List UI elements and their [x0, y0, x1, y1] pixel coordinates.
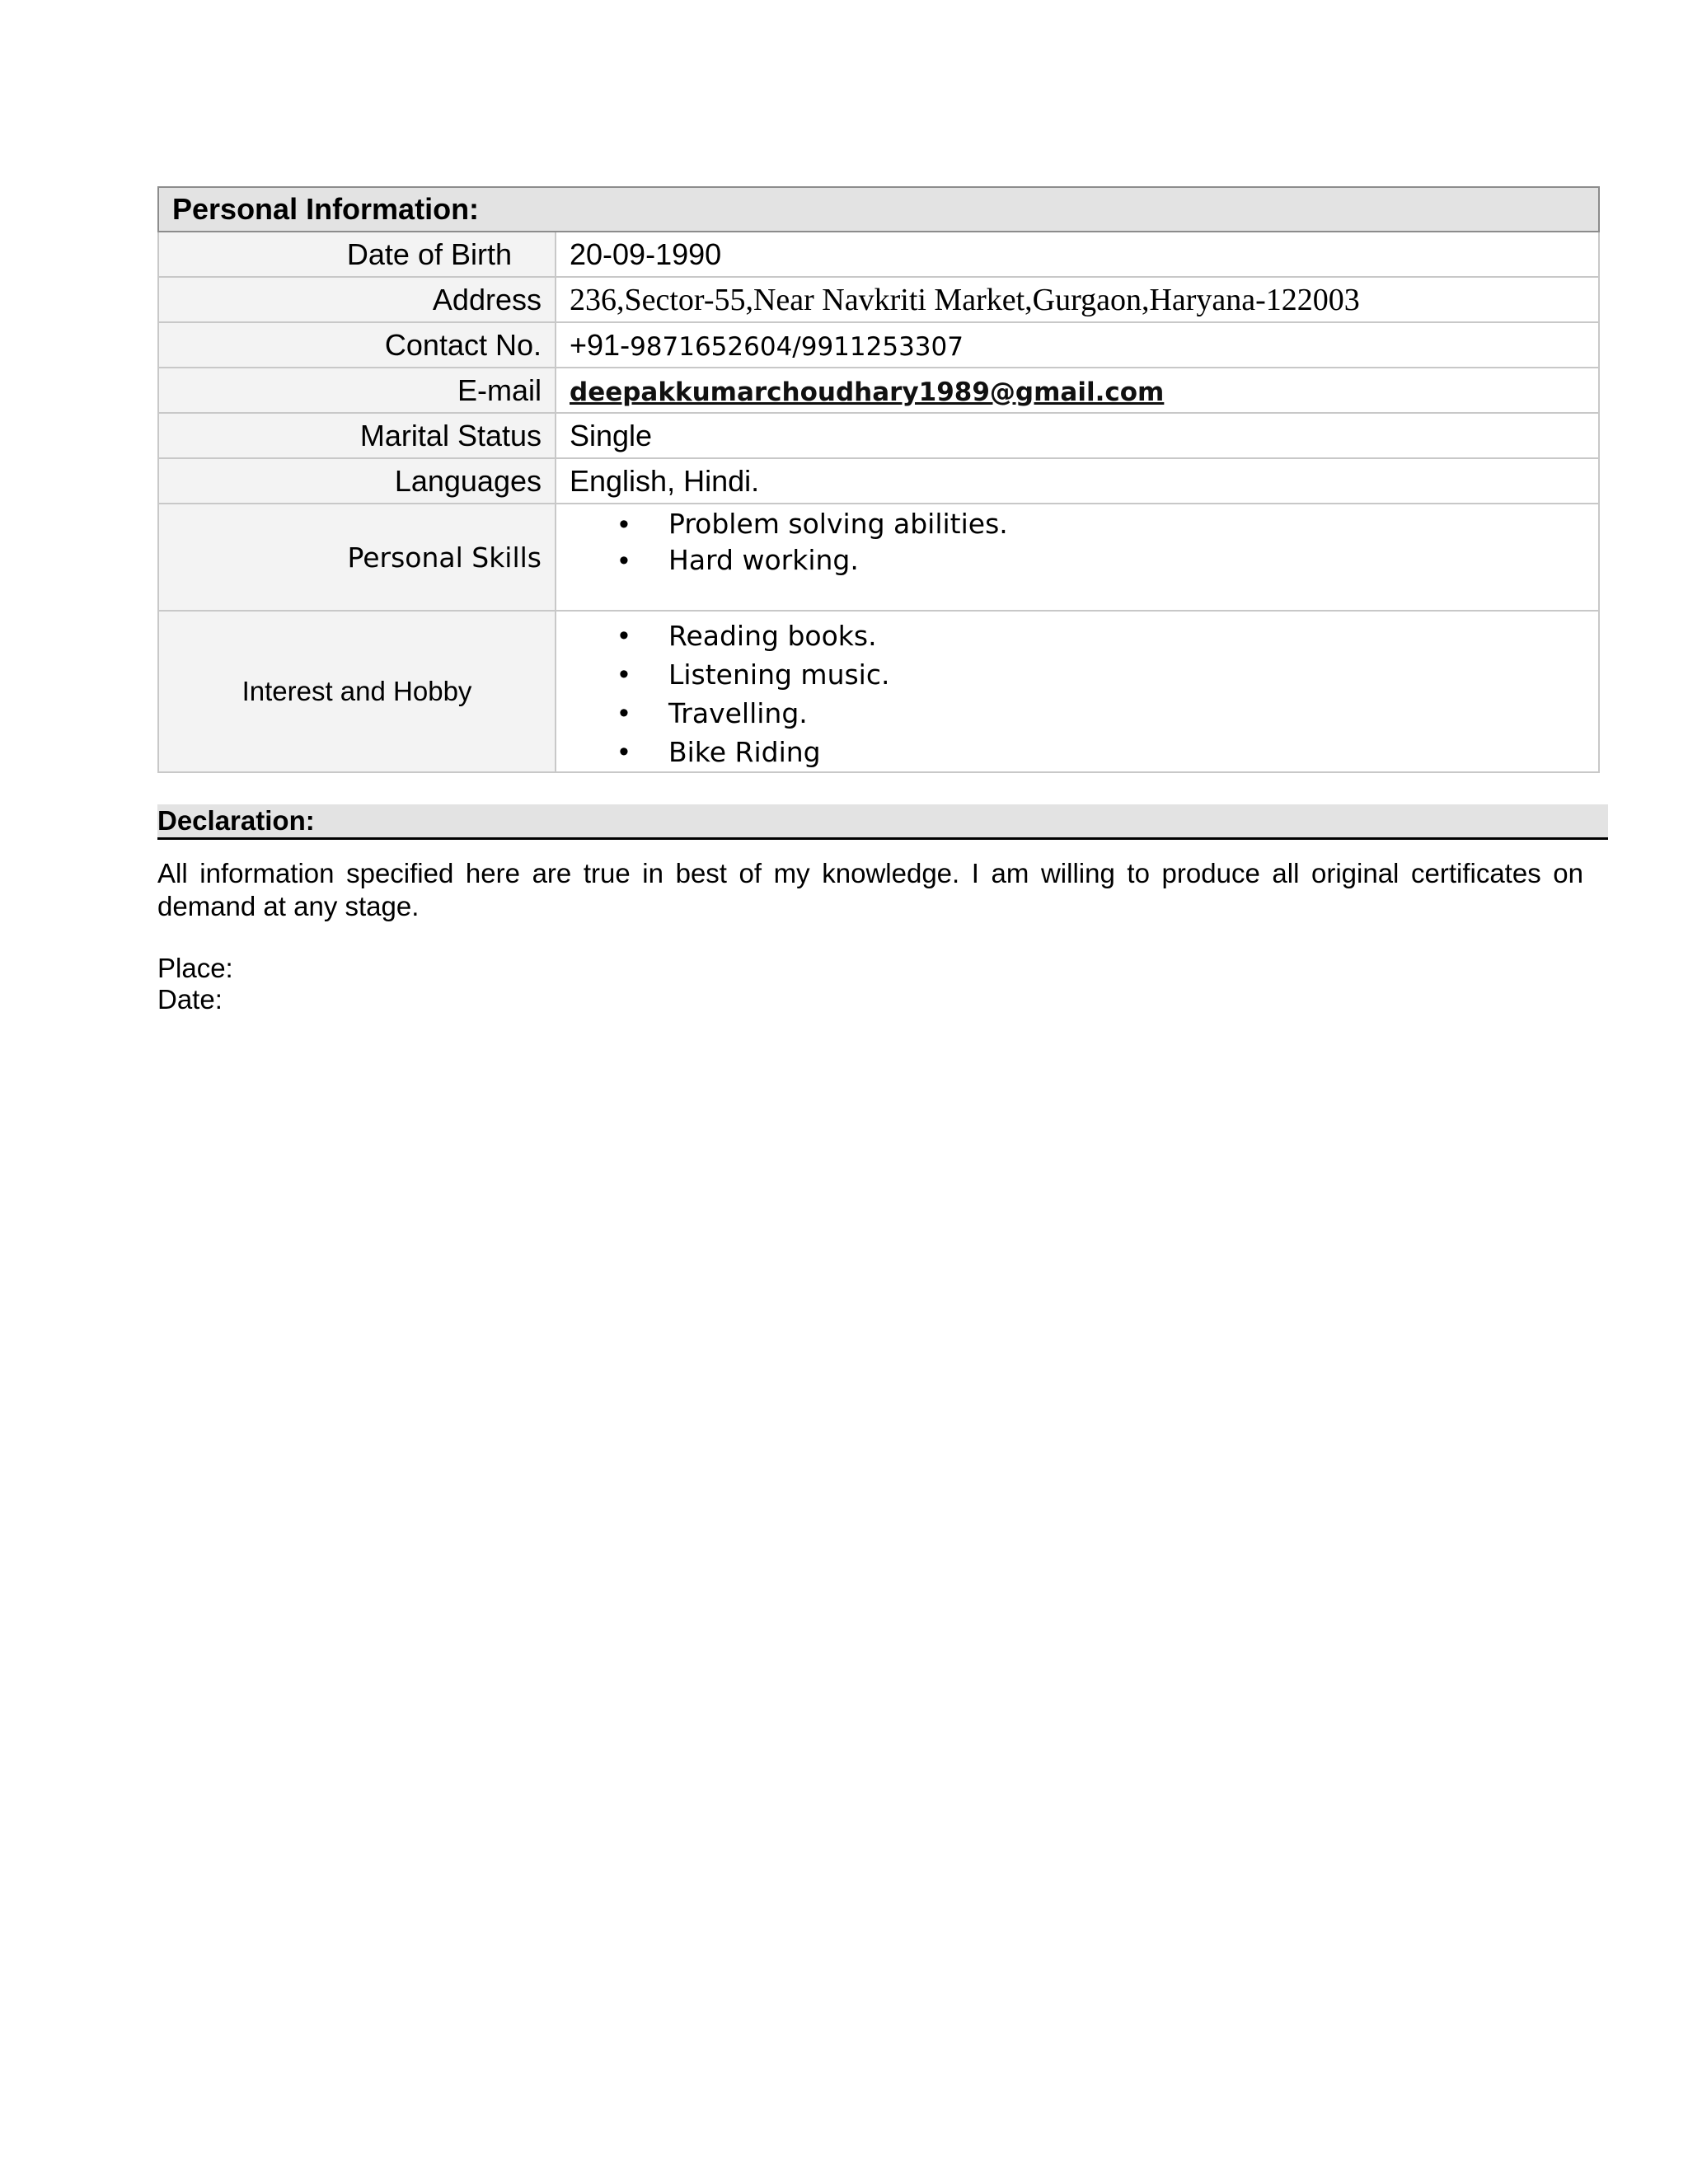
hobby-value — [556, 611, 1599, 772]
personal-info-heading: Personal Information: — [158, 187, 1599, 232]
table-row — [158, 458, 1599, 504]
table-header-row — [158, 187, 1599, 232]
contact-label: Contact No. — [158, 322, 556, 368]
hobby-text: Reading books. — [668, 620, 877, 652]
bullet-icon: • — [619, 620, 629, 651]
hobby-text: Bike Riding — [668, 736, 821, 768]
list-item — [570, 694, 1598, 733]
skills-value — [556, 504, 1599, 611]
list-item — [570, 655, 1598, 694]
skills-list — [570, 506, 1598, 579]
list-item — [570, 506, 1598, 542]
email-cell — [556, 368, 1599, 413]
address-label: Address — [158, 277, 556, 322]
table-row — [158, 611, 1599, 772]
table-row — [158, 413, 1599, 458]
declaration-text: All information specified here are true in best of my knowledge. I am willing to produce all original certificates on demand at any stage. — [157, 858, 1583, 921]
table-row — [158, 368, 1599, 413]
contact-prefix: +91- — [570, 327, 631, 362]
table-row — [158, 232, 1599, 277]
personal-info-table — [157, 186, 1600, 773]
bullet-icon: • — [619, 658, 629, 690]
list-item — [570, 733, 1598, 771]
bullet-icon: • — [619, 736, 629, 767]
bullet-icon: • — [619, 545, 629, 576]
hobby-label: Interest and Hobby — [158, 611, 556, 772]
email-link[interactable]: deepakkumarchoudhary1989@gmail.com — [570, 377, 1165, 407]
dob-value: 20-09-1990 — [556, 232, 1599, 277]
bullet-icon: • — [619, 509, 629, 540]
dob-label: Date of Birth — [158, 232, 556, 277]
contact-value — [556, 322, 1599, 368]
date-label: Date: — [157, 984, 223, 1015]
skill-text: Problem solving abilities. — [668, 508, 1008, 540]
table-row — [158, 504, 1599, 611]
skills-label: Personal Skills — [158, 504, 556, 611]
place-label: Place: — [157, 953, 233, 983]
marital-value: Single — [556, 413, 1599, 458]
table-row — [158, 322, 1599, 368]
hobby-list — [570, 616, 1598, 771]
table-row — [158, 277, 1599, 322]
languages-value: English, Hindi. — [556, 458, 1599, 504]
email-label: E-mail — [158, 368, 556, 413]
contact-numbers: 9871652604/9911253307 — [630, 331, 964, 362]
list-item — [570, 542, 1598, 579]
skill-text: Hard working. — [668, 544, 859, 576]
declaration-heading: Declaration: — [157, 804, 1608, 840]
languages-label: Languages — [158, 458, 556, 504]
bullet-icon: • — [619, 697, 629, 729]
hobby-text: Listening music. — [668, 658, 890, 691]
address-value: 236,Sector-55,Near Navkriti Market,Gurgaon,Haryana-122003 — [556, 277, 1599, 322]
marital-label: Marital Status — [158, 413, 556, 458]
list-item — [570, 616, 1598, 655]
hobby-text: Travelling. — [668, 697, 808, 729]
